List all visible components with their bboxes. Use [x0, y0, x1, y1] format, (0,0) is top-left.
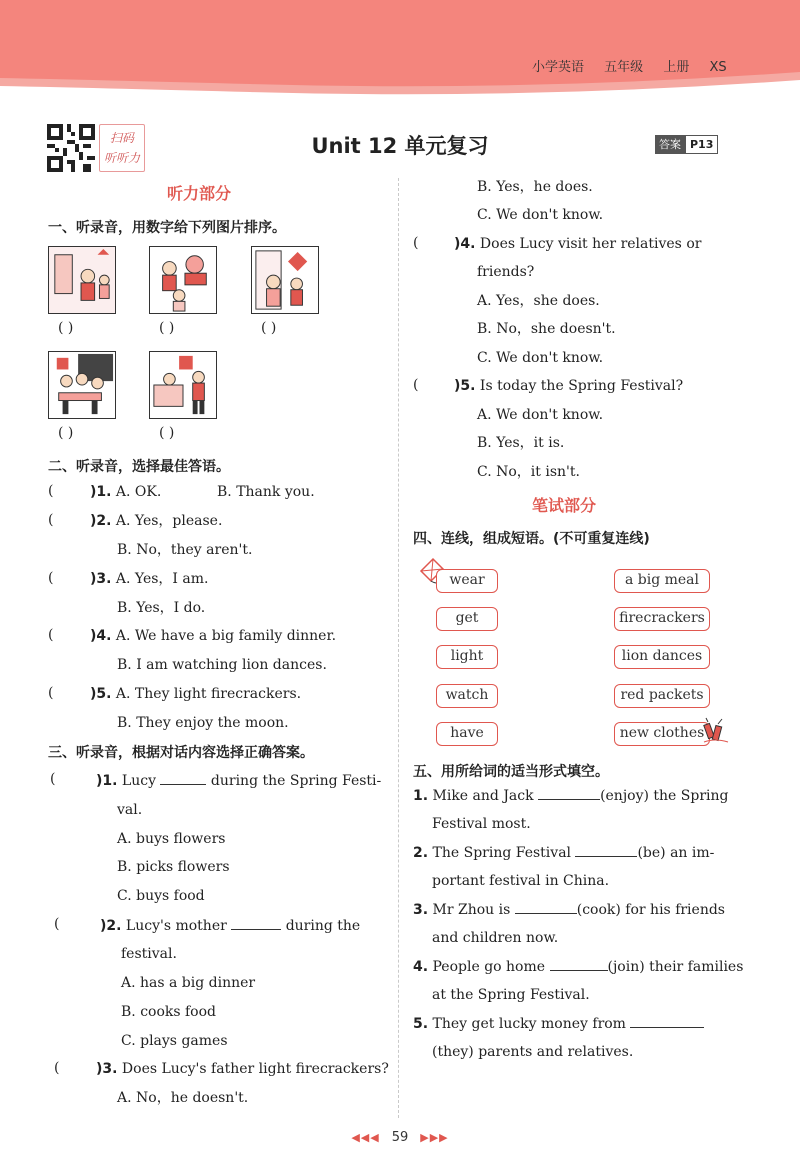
- s2-q1-option-b[interactable]: B. Thank you.: [217, 484, 315, 500]
- s5-q4-num: 4.: [413, 959, 429, 975]
- s5-q2-blank[interactable]: [575, 843, 637, 857]
- match-right-2[interactable]: firecrackers: [614, 607, 710, 631]
- s5-q3-hint: (cook) for his friends: [576, 902, 725, 918]
- next-arrows-icon: ▶▶▶: [420, 1131, 449, 1144]
- s2-q5-option-a[interactable]: A. They light firecrackers.: [115, 686, 302, 702]
- s5-q5-pre: They get lucky money from: [432, 1016, 626, 1032]
- answer-paren-pic-3[interactable]: ( ): [261, 320, 277, 336]
- picture-1: [48, 246, 116, 314]
- s5-q2-pre: The Spring Festival: [432, 845, 572, 861]
- s5-q5: [413, 1014, 704, 1033]
- match-left-2[interactable]: get: [436, 607, 498, 631]
- header-term: 上册: [663, 60, 690, 75]
- s2-q4-option-b[interactable]: B. I am watching lion dances.: [117, 657, 327, 673]
- column-divider: [398, 178, 399, 1118]
- s3-q5-option-b[interactable]: B. Yes，it is.: [477, 435, 565, 451]
- s3-q4-option-c[interactable]: C. We don't know.: [477, 350, 604, 366]
- picture-5: [149, 351, 217, 419]
- s5-q3-blank[interactable]: [515, 900, 577, 914]
- s3-q5-option-a[interactable]: A. We don't know.: [477, 407, 604, 423]
- section-4-heading: 四、连线，组成短语。(不可重复连线): [413, 531, 650, 547]
- header-edition: XS: [709, 60, 727, 75]
- s2-q5-paren[interactable]: (: [48, 685, 54, 701]
- s5-q3: [413, 900, 725, 919]
- s2-q4-paren[interactable]: (: [48, 627, 54, 643]
- s2-q4: [90, 627, 336, 645]
- page-number: 59: [391, 1130, 409, 1145]
- section-1-heading: 一、听录音，用数字给下列图片排序。: [48, 220, 286, 236]
- header-subject: 小学英语: [532, 60, 585, 75]
- match-right-1[interactable]: a big meal: [614, 569, 710, 593]
- s3-q1-paren[interactable]: (: [50, 771, 56, 787]
- page-title: Unit 12 单元复习: [311, 134, 489, 158]
- s3-q1-stem: [96, 771, 381, 790]
- s2-q2-num: )2.: [90, 513, 112, 529]
- s3-q5-stem: [454, 377, 683, 395]
- s3-q4-num: )4.: [454, 236, 476, 252]
- match-right-4[interactable]: red packets: [614, 684, 710, 708]
- s3-q1-option-a[interactable]: A. buys flowers: [117, 831, 226, 847]
- s5-q1-hint: (enjoy) the Spring: [600, 788, 729, 804]
- s3-q2-cont: festival.: [121, 946, 177, 962]
- answer-paren-pic-2[interactable]: ( ): [159, 320, 175, 336]
- match-right-5[interactable]: new clothes: [614, 722, 710, 746]
- s3-q4-paren[interactable]: (: [413, 235, 419, 251]
- s3-q2-option-a[interactable]: A. has a big dinner: [121, 975, 256, 991]
- s3-q2-paren[interactable]: (: [54, 916, 60, 932]
- s5-q2-hint: (be) an im-: [637, 845, 715, 861]
- s3-q2-post: during the: [285, 918, 361, 934]
- s2-q3-option-b[interactable]: B. Yes，I do.: [117, 600, 206, 616]
- s3-q3-num: )3.: [96, 1061, 118, 1077]
- s3-q3-option-b[interactable]: B. Yes，he does.: [477, 179, 593, 195]
- s5-q3-cont: and children now.: [432, 930, 559, 946]
- answer-label: 答案: [655, 135, 685, 154]
- s2-q1-option-a[interactable]: A. OK.: [115, 484, 162, 500]
- s3-q1-post: during the Spring Festi-: [210, 773, 382, 789]
- s5-q2: [413, 843, 714, 862]
- page-footer: [0, 1130, 800, 1145]
- scan-line-1: 扫码: [109, 131, 134, 145]
- s3-q1-num: )1.: [96, 773, 118, 789]
- s3-q3-option-a[interactable]: A. No，he doesn't.: [117, 1090, 249, 1106]
- s3-q3-stem: [96, 1060, 389, 1078]
- s5-q2-cont: portant festival in China.: [432, 873, 610, 889]
- s5-q3-pre: Mr Zhou is: [432, 902, 511, 918]
- s2-q4-option-a[interactable]: A. We have a big family dinner.: [115, 628, 337, 644]
- s3-q1-option-c[interactable]: C. buys food: [117, 888, 205, 904]
- s5-q4-pre: People go home: [432, 959, 546, 975]
- s5-q5-cont: (they) parents and relatives.: [432, 1044, 634, 1060]
- s5-q1-cont: Festival most.: [432, 816, 531, 832]
- picture-3: [251, 246, 319, 314]
- header-banner: [0, 0, 800, 96]
- s3-q5-text: Is today the Spring Festival?: [479, 378, 684, 394]
- s5-q1: [413, 786, 729, 805]
- s2-q2-paren[interactable]: (: [48, 512, 54, 528]
- s3-q5-option-c[interactable]: C. No，it isn't.: [477, 464, 580, 480]
- s3-q3-option-c[interactable]: C. We don't know.: [477, 207, 604, 223]
- s3-q4-text: Does Lucy visit her relatives or: [479, 236, 702, 252]
- s5-q2-num: 2.: [413, 845, 429, 861]
- s5-q4-hint: (join) their families: [607, 959, 744, 975]
- s5-q1-blank[interactable]: [538, 786, 600, 800]
- s3-q4-stem: [454, 235, 701, 253]
- section-5-heading: 五、用所给词的适当形式填空。: [413, 764, 609, 780]
- s2-q2-option-b[interactable]: B. No，they aren't.: [117, 542, 253, 558]
- s3-q2-option-b[interactable]: B. cooks food: [121, 1004, 217, 1020]
- s3-q4-option-a[interactable]: A. Yes，she does.: [477, 293, 600, 309]
- s2-q5: [90, 685, 301, 703]
- answer-page: P13: [685, 135, 718, 154]
- header-grade: 五年级: [604, 60, 644, 75]
- s3-q2-stem: [100, 916, 360, 935]
- answer-paren-pic-5[interactable]: ( ): [159, 425, 175, 441]
- prev-arrows-icon: ◀◀◀: [351, 1131, 380, 1144]
- answer-tag: [655, 135, 718, 154]
- s2-q4-num: )4.: [90, 628, 112, 644]
- s2-q3-paren[interactable]: (: [48, 570, 54, 586]
- s3-q2-option-c[interactable]: C. plays games: [121, 1033, 228, 1049]
- scan-line-2: 听听力: [103, 151, 140, 165]
- match-left-5[interactable]: have: [436, 722, 498, 746]
- firecracker-icon: [700, 716, 730, 746]
- s2-q2-option-a[interactable]: A. Yes，please.: [115, 513, 223, 529]
- match-left-3[interactable]: light: [436, 645, 498, 669]
- s3-q2-blank[interactable]: [231, 916, 281, 930]
- s3-q3-paren[interactable]: (: [54, 1060, 60, 1076]
- s5-q5-num: 5.: [413, 1016, 429, 1032]
- s3-q1-option-b[interactable]: B. picks flowers: [117, 859, 230, 875]
- s5-q1-num: 1.: [413, 788, 429, 804]
- s3-q1-blank[interactable]: [160, 771, 206, 785]
- match-right-3[interactable]: lion dances: [614, 645, 710, 669]
- writing-section-title: 笔试部分: [532, 496, 597, 515]
- match-left-4[interactable]: watch: [436, 684, 498, 708]
- section-2-heading: 二、听录音，选择最佳答语。: [48, 459, 230, 475]
- s2-q1: [90, 483, 161, 501]
- listening-section-title: 听力部分: [167, 184, 232, 203]
- s5-q3-num: 3.: [413, 902, 429, 918]
- s5-q1-pre: Mike and Jack: [432, 788, 534, 804]
- s2-q3-num: )3.: [90, 571, 112, 587]
- picture-2: [149, 246, 217, 314]
- s2-q3: [90, 570, 208, 588]
- s5-q4-cont: at the Spring Festival.: [432, 987, 590, 1003]
- s5-q4-blank[interactable]: [550, 957, 608, 971]
- section-3-heading: 三、听录音，根据对话内容选择正确答案。: [48, 745, 314, 761]
- s2-q3-option-a[interactable]: A. Yes，I am.: [115, 571, 209, 587]
- picture-4: [48, 351, 116, 419]
- s3-q5-paren[interactable]: (: [413, 377, 419, 393]
- s3-q3-text: Does Lucy's father light firecrackers?: [121, 1061, 389, 1077]
- answer-paren-pic-4[interactable]: ( ): [58, 425, 74, 441]
- s2-q1-paren[interactable]: (: [48, 483, 54, 499]
- s2-q2: [90, 512, 222, 530]
- s2-q5-option-b[interactable]: B. They enjoy the moon.: [117, 715, 289, 731]
- s3-q2-num: )2.: [100, 918, 122, 934]
- s3-q1-pre: Lucy: [121, 773, 156, 789]
- s3-q1-cont: val.: [117, 802, 143, 818]
- s5-q4: [413, 957, 743, 976]
- answer-paren-pic-1[interactable]: ( ): [58, 320, 74, 336]
- s3-q4-option-b[interactable]: B. No，she doesn't.: [477, 321, 616, 337]
- s3-q5-num: )5.: [454, 378, 476, 394]
- s5-q5-blank[interactable]: [630, 1014, 704, 1028]
- s2-q5-num: )5.: [90, 686, 112, 702]
- s3-q4-cont: friends?: [477, 264, 535, 280]
- match-left-1[interactable]: wear: [436, 569, 498, 593]
- s3-q2-pre: Lucy's mother: [125, 918, 227, 934]
- s2-q1-num: )1.: [90, 484, 112, 500]
- header-info: [532, 56, 743, 75]
